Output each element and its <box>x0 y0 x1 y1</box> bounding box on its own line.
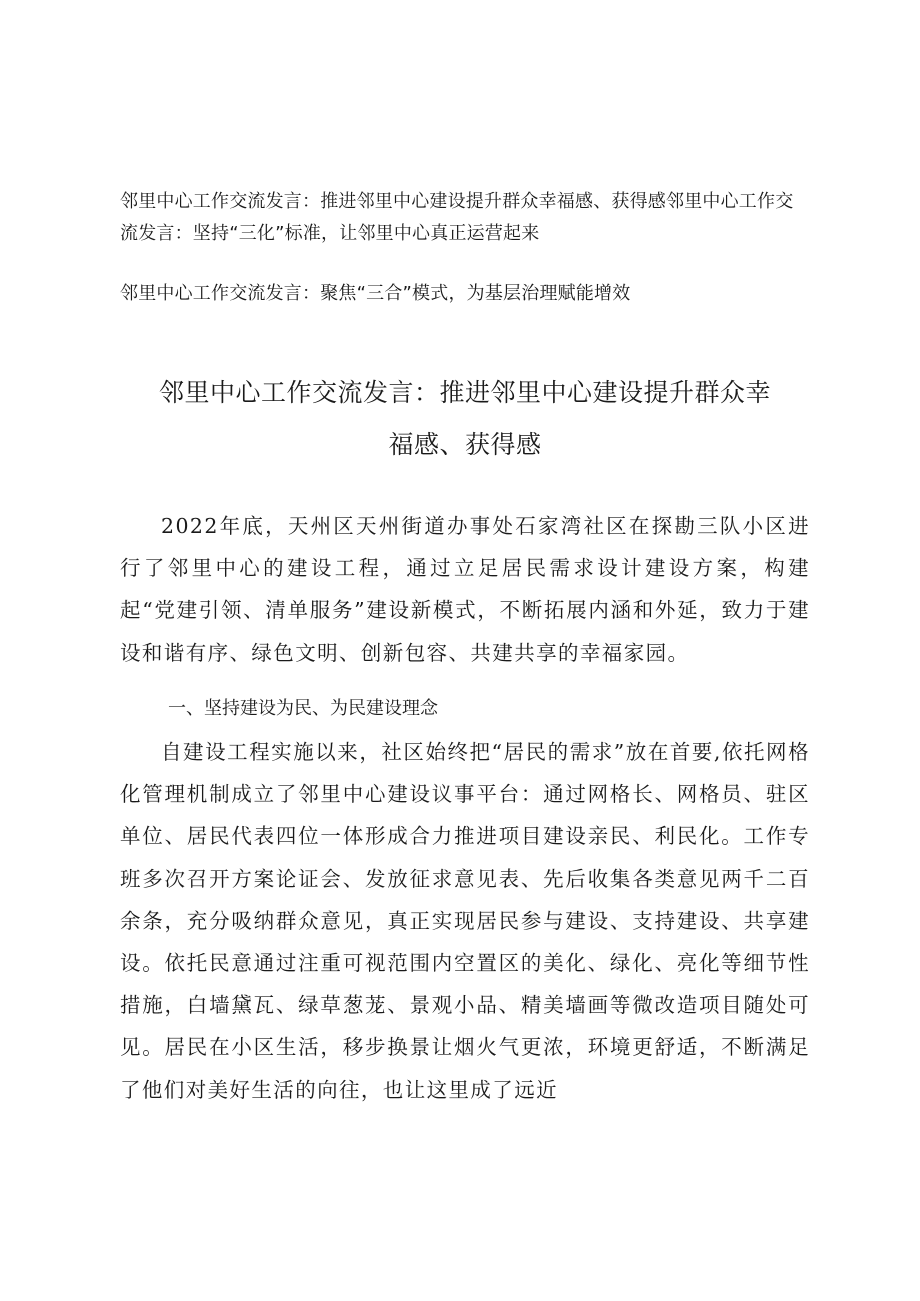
body-paragraph-1: 2022年底，天州区天州街道办事处石家湾社区在探勘三队小区进行了邻里中心的建设工程，通过立足居民需求设计建设方案，构建起“党建引领、清单服务”建设新模式，不断拓展内涵和外延，致力于建设和谐有序、绿色文明、创新包容、共建共享的幸福家园。 <box>120 514 810 665</box>
document-title-line-2: 福感、获得感 <box>388 430 542 459</box>
body-paragraph-2: 自建设工程实施以来，社区始终把“居民的需求”放在首要,依托网格化管理机制成立了邻里中心建设议事平台：通过网格长、网格员、驻区单位、居民代表四位一体形成合力推进项目建设亲民、利民化。工作专班多次召开方案论证会、发放征求意见表、先后收集各类意见两千二百余条，充分吸纳群众意见，真正实现居民参与建设、支持建设、共享建设。依托民意通过注重可视范围内空置区的美化、绿化、亮化等细节性措施，白墙黛瓦、绿草葱茏、景观小品、精美墙画等微改造项目随处可见。居民在小区生活，移步换景让烟火气更浓，环境更舒适，不断满足了他们对美好生活的向往，也让这里成了远近 <box>120 740 810 1102</box>
document-title <box>120 367 810 471</box>
document-title-line-1: 邻里中心工作交流发言：推进邻里中心建设提升群众幸 <box>158 378 771 407</box>
section-heading-1: 一、坚持建设为民、为民建设理念 <box>168 698 438 719</box>
toc-entry-2: 邻里中心工作交流发言：聚焦“三合”模式，为基层治理赋能增效 <box>120 283 631 304</box>
toc-entry-1: 邻里中心工作交流发言：推进邻里中心建设提升群众幸福感、获得感邻里中心工作交流发言：坚持“三化”标准，让邻里中心真正运营起来 <box>120 191 794 244</box>
